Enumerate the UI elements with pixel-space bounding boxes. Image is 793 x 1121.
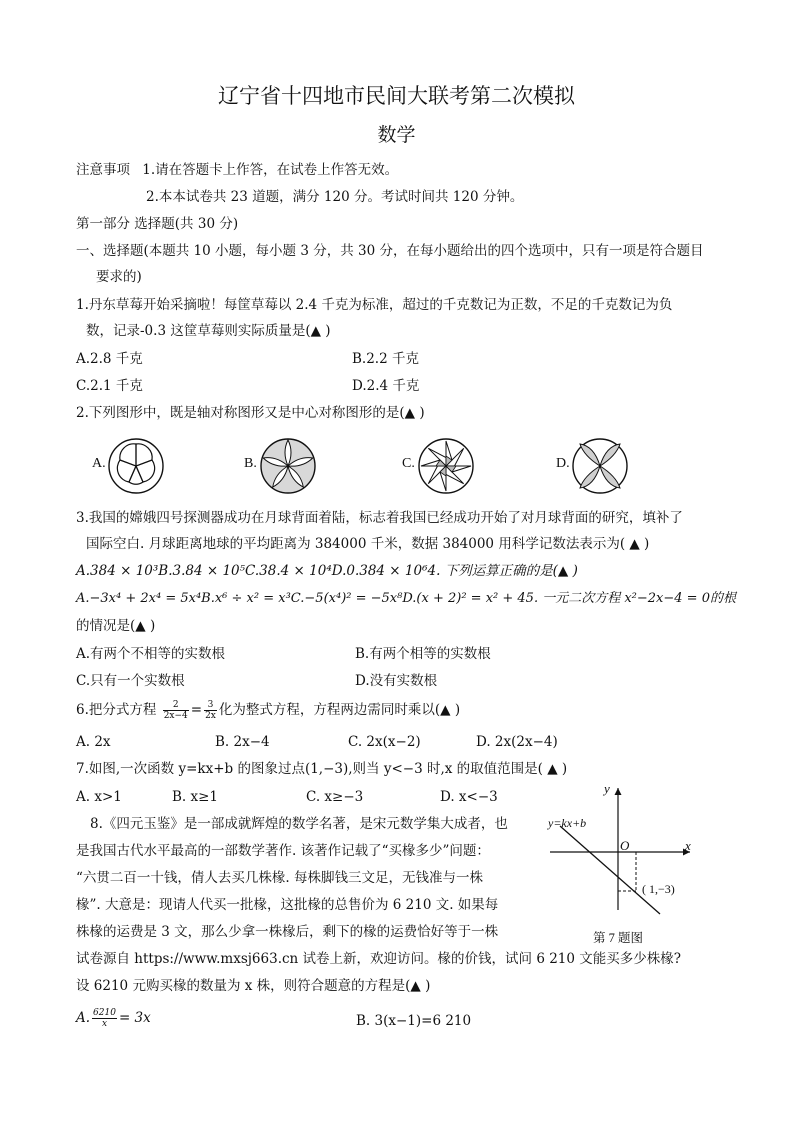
q8-option-a-den: x [101,1019,108,1029]
figure-7-point-label: ( 1,−3) [642,882,675,896]
q2-figure-b [258,436,318,496]
q6-option-d: D. 2x(2x−4) [476,734,558,750]
q6-fraction-1-num: 2 [163,700,189,711]
q7-stem: 7.如图,一次函数 y=kx+b 的图象过点(1,−3),则当 y<−3 时,x 的取值范围是( ▲ ) [76,761,568,777]
figure-7-caption: 第 7 题图 [593,931,644,945]
q5-option-c: C.只有一个实数根 [76,673,185,689]
q8-option-b: B. 3(x−1)=6 210 [356,1013,472,1029]
q6-stem-suffix: 化为整式方程，方程两边需同时乘以(▲ ) [218,702,461,718]
notice-label: 注意事项 [76,162,130,178]
q5-option-d: D.没有实数根 [355,673,438,689]
q6-stem [76,700,460,721]
q5-option-a: A.有两个不相等的实数根 [76,646,226,662]
q1-stem-line-2: 数，记录-0.3 这筐草莓则实际质量是(▲ ) [86,323,331,339]
q8-stem-line-4: 椽”. 大意是：现请人代买一批椽，这批椽的总售价为 6 210 文. 如果每 [76,897,499,913]
q2-label-a: A. [92,456,106,471]
q2-label-c: C. [402,456,415,471]
q8-option-a-prefix: A. [76,1010,91,1026]
q3-stem-line-1: 3.我国的嫦娥四号探测器成功在月球背面着陆，标志着我国已经成功开始了对月球背面的研究，填补了 [76,510,683,526]
q2-label-d: D. [556,456,570,471]
q2-figure-c [416,436,476,496]
q5-option-b: B.有两个相等的实数根 [355,646,491,662]
q3-stem-line-2: 国际空白. 月球距离地球的平均距离为 384000 千米，数据 384000 用科学记数法表示为( ▲ ) [86,536,650,552]
q6-fraction-2-num: 3 [204,700,217,711]
q2-figure-a [106,436,166,496]
q8-stem-line-6: 试卷源自 https://www.mxsj663.cn 试卷上新，欢迎访问。椽的价钱，试问 6 210 文能买多少株椽? [76,951,682,967]
q2-figure-d [570,436,630,496]
figure-7-line-label: y=kx+b [548,816,587,830]
q8-option-a [76,1008,151,1029]
q8-stem-line-5: 株椽的运费是 3 文，那么少拿一株椽后，剩下的椽的运费恰好等于一株 [76,924,499,940]
q7-option-a: A. x>1 [76,789,122,805]
q8-option-a-fraction [92,1008,117,1029]
q8-option-a-rest: = 3x [118,1010,151,1026]
q6-fraction-2-den: 2x [205,711,216,721]
figure-7-function-line [560,826,660,914]
q6-option-a: A. 2x [76,734,111,750]
q2-label-b: B. [244,456,257,471]
q6-fraction-1 [163,700,189,721]
q1-option-d: D.2.4 千克 [352,378,420,394]
q6-option-c: C. 2x(x−2) [348,734,421,750]
q6-stem-prefix: 6.把分式方程 [76,702,157,718]
part-heading: 第一部分 选择题(共 30 分) [76,216,239,232]
q4-options-q5-stem: A.−3x⁴ + 2x⁴ = 5x⁴B.x⁶ ÷ x² = x³C.−5(x⁴)² = −5x⁸D.(x + 2)² = x² + 45. 一元二次方程 x²−2x−4 = 0的根 [76,591,736,606]
section-heading-line-2: 要求的) [96,269,142,285]
figure-7-x-label: x [685,838,691,853]
q8-stem-line-2: 是我国古代水平最高的一部数学著作. 该著作记载了“买椽多少”问题： [76,843,490,859]
q5-stem-line-2: 的情况是(▲ ) [76,618,156,634]
q7-option-c: C. x≥−3 [306,789,364,805]
page-title: 辽宁省十四地市民间大联考第二次模拟 [218,84,575,108]
notice-item-1: 1.请在答题卡上作答，在试卷上作答无效。 [142,162,399,178]
q8-stem-line-1: 8.《四元玉鉴》是一部成就辉煌的数学名著，是宋元数学集大成者，也 [90,816,508,832]
figure-7-origin-label: O [620,838,630,853]
figure-7-y-label: y [604,781,610,796]
q6-equals: = [190,702,203,718]
notice-item-2: 2.本本试卷共 23 道题，满分 120 分。考试时间共 120 分钟。 [146,189,524,205]
section-heading-line-1: 一、选择题(本题共 10 小题，每小题 3 分，共 30 分，在每小题给出的四个选项中，只有一项是符合题目 [76,243,704,259]
q6-fraction-1-den: 2x−4 [163,711,188,721]
q2-stem: 2.下列图形中，既是轴对称图形又是中心对称图形的是(▲ ) [76,405,425,421]
notice-line-1 [76,161,398,179]
q8-stem-line-7: 设 6210 元购买椽的数量为 x 株，则符合题意的方程是(▲ ) [76,978,431,994]
q1-option-b: B.2.2 千克 [352,351,419,367]
q1-option-a: A.2.8 千克 [76,351,143,367]
q8-stem-line-3: “六贯二百一十钱，倩人去买几株椽. 每株脚钱三文足，无钱准与一株 [76,870,483,886]
q8-option-a-num: 6210 [93,1008,116,1018]
q6-option-b: B. 2x−4 [215,734,270,750]
q1-option-c: C.2.1 千克 [76,378,143,394]
subject-title: 数学 [377,124,416,146]
q6-fraction-2 [204,700,217,721]
q7-option-b: B. x≥1 [172,789,219,805]
q7-option-d: D. x<−3 [440,789,498,805]
q3-options-q4-stem: A.384 × 10³B.3.84 × 10⁵C.38.4 × 10⁴D.0.384 × 10⁶4. 下列运算正确的是(▲ ) [76,563,578,579]
q1-stem-line-1: 1.丹东草莓开始采摘啦！每筐草莓以 2.4 千克为标准，超过的千克数记为正数，不足的千克数记为负 [76,297,673,313]
